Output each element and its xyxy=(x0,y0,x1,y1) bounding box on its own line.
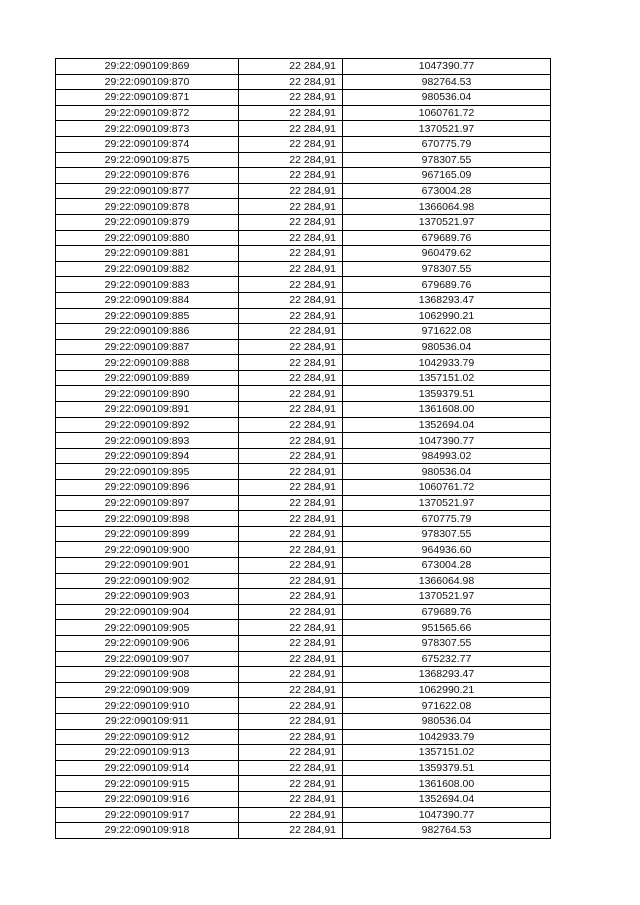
area-cell: 22 284,91 xyxy=(239,199,343,215)
cadastral-number-cell: 29:22:090109:910 xyxy=(56,698,239,714)
area-cell: 22 284,91 xyxy=(239,292,343,308)
cadastral-number-cell: 29:22:090109:874 xyxy=(56,136,239,152)
cadastral-number-cell: 29:22:090109:914 xyxy=(56,760,239,776)
cadastral-number-cell: 29:22:090109:894 xyxy=(56,448,239,464)
cadastral-number-cell: 29:22:090109:899 xyxy=(56,526,239,542)
cost-cell: 1047390.77 xyxy=(343,59,551,75)
cadastral-number-cell: 29:22:090109:903 xyxy=(56,589,239,605)
area-cell: 22 284,91 xyxy=(239,760,343,776)
area-cell: 22 284,91 xyxy=(239,355,343,371)
area-cell: 22 284,91 xyxy=(239,246,343,262)
table-row xyxy=(56,667,551,683)
area-cell: 22 284,91 xyxy=(239,214,343,230)
cadastral-number-cell: 29:22:090109:911 xyxy=(56,713,239,729)
cost-cell: 978307.55 xyxy=(343,152,551,168)
cadastral-number-cell: 29:22:090109:878 xyxy=(56,199,239,215)
cadastral-number-cell: 29:22:090109:881 xyxy=(56,246,239,262)
area-cell: 22 284,91 xyxy=(239,308,343,324)
table-row xyxy=(56,542,551,558)
cost-cell: 1359379.51 xyxy=(343,760,551,776)
cadastral-number-cell: 29:22:090109:883 xyxy=(56,277,239,293)
cadastral-number-cell: 29:22:090109:873 xyxy=(56,121,239,137)
cost-cell: 984993.02 xyxy=(343,448,551,464)
area-cell: 22 284,91 xyxy=(239,370,343,386)
cadastral-number-cell: 29:22:090109:913 xyxy=(56,745,239,761)
data-table xyxy=(55,58,551,839)
area-cell: 22 284,91 xyxy=(239,152,343,168)
cadastral-number-cell: 29:22:090109:908 xyxy=(56,667,239,683)
table-row xyxy=(56,713,551,729)
cost-cell: 1062990.21 xyxy=(343,682,551,698)
table-row xyxy=(56,464,551,480)
cadastral-number-cell: 29:22:090109:869 xyxy=(56,59,239,75)
cost-cell: 675232.77 xyxy=(343,651,551,667)
table-row xyxy=(56,168,551,184)
cost-cell: 1060761.72 xyxy=(343,105,551,121)
cost-cell: 1370521.97 xyxy=(343,214,551,230)
area-cell: 22 284,91 xyxy=(239,277,343,293)
table-row xyxy=(56,480,551,496)
area-cell: 22 284,91 xyxy=(239,230,343,246)
cadastral-number-cell: 29:22:090109:886 xyxy=(56,324,239,340)
cost-cell: 1370521.97 xyxy=(343,589,551,605)
table-row xyxy=(56,90,551,106)
cost-cell: 1352694.04 xyxy=(343,791,551,807)
area-cell: 22 284,91 xyxy=(239,261,343,277)
cadastral-number-cell: 29:22:090109:887 xyxy=(56,339,239,355)
area-cell: 22 284,91 xyxy=(239,682,343,698)
area-cell: 22 284,91 xyxy=(239,495,343,511)
area-cell: 22 284,91 xyxy=(239,511,343,527)
cost-cell: 1368293.47 xyxy=(343,667,551,683)
table-row xyxy=(56,448,551,464)
cost-cell: 951565.66 xyxy=(343,620,551,636)
table-row xyxy=(56,292,551,308)
cost-cell: 1352694.04 xyxy=(343,417,551,433)
table-row xyxy=(56,791,551,807)
cadastral-number-cell: 29:22:090109:875 xyxy=(56,152,239,168)
area-cell: 22 284,91 xyxy=(239,791,343,807)
area-cell: 22 284,91 xyxy=(239,729,343,745)
table-row xyxy=(56,199,551,215)
cost-cell: 673004.28 xyxy=(343,183,551,199)
cadastral-number-cell: 29:22:090109:906 xyxy=(56,635,239,651)
cadastral-number-cell: 29:22:090109:880 xyxy=(56,230,239,246)
table-row xyxy=(56,620,551,636)
cost-cell: 971622.08 xyxy=(343,324,551,340)
area-cell: 22 284,91 xyxy=(239,604,343,620)
cost-cell: 971622.08 xyxy=(343,698,551,714)
cost-cell: 1047390.77 xyxy=(343,807,551,823)
cost-cell: 1060761.72 xyxy=(343,480,551,496)
cadastral-number-cell: 29:22:090109:870 xyxy=(56,74,239,90)
table-row xyxy=(56,105,551,121)
table-row xyxy=(56,136,551,152)
cost-cell: 978307.55 xyxy=(343,261,551,277)
table-row xyxy=(56,402,551,418)
table-row xyxy=(56,183,551,199)
table-row xyxy=(56,511,551,527)
area-cell: 22 284,91 xyxy=(239,105,343,121)
area-cell: 22 284,91 xyxy=(239,620,343,636)
area-cell: 22 284,91 xyxy=(239,339,343,355)
table-row xyxy=(56,573,551,589)
cadastral-number-cell: 29:22:090109:871 xyxy=(56,90,239,106)
area-cell: 22 284,91 xyxy=(239,324,343,340)
cadastral-number-cell: 29:22:090109:907 xyxy=(56,651,239,667)
area-cell: 22 284,91 xyxy=(239,542,343,558)
area-cell: 22 284,91 xyxy=(239,59,343,75)
table-row xyxy=(56,324,551,340)
table-row xyxy=(56,635,551,651)
cost-cell: 980536.04 xyxy=(343,339,551,355)
cost-cell: 1361608.00 xyxy=(343,776,551,792)
cost-cell: 670775.79 xyxy=(343,136,551,152)
area-cell: 22 284,91 xyxy=(239,745,343,761)
cadastral-number-cell: 29:22:090109:891 xyxy=(56,402,239,418)
cadastral-number-cell: 29:22:090109:901 xyxy=(56,558,239,574)
table-row xyxy=(56,308,551,324)
cost-cell: 673004.28 xyxy=(343,558,551,574)
cadastral-number-cell: 29:22:090109:916 xyxy=(56,791,239,807)
cadastral-number-cell: 29:22:090109:882 xyxy=(56,261,239,277)
table-row xyxy=(56,776,551,792)
cost-cell: 982764.53 xyxy=(343,74,551,90)
cadastral-number-cell: 29:22:090109:877 xyxy=(56,183,239,199)
area-cell: 22 284,91 xyxy=(239,589,343,605)
area-cell: 22 284,91 xyxy=(239,74,343,90)
area-cell: 22 284,91 xyxy=(239,464,343,480)
table-row xyxy=(56,339,551,355)
table-body xyxy=(56,59,551,839)
cost-cell: 1368293.47 xyxy=(343,292,551,308)
area-cell: 22 284,91 xyxy=(239,526,343,542)
table-row xyxy=(56,604,551,620)
table-row xyxy=(56,74,551,90)
cadastral-number-cell: 29:22:090109:898 xyxy=(56,511,239,527)
cost-cell: 1042933.79 xyxy=(343,355,551,371)
table-row xyxy=(56,355,551,371)
area-cell: 22 284,91 xyxy=(239,433,343,449)
cost-cell: 1366064.98 xyxy=(343,573,551,589)
table-row xyxy=(56,558,551,574)
area-cell: 22 284,91 xyxy=(239,667,343,683)
cost-cell: 982764.53 xyxy=(343,823,551,839)
table-row xyxy=(56,433,551,449)
cadastral-number-cell: 29:22:090109:905 xyxy=(56,620,239,636)
area-cell: 22 284,91 xyxy=(239,183,343,199)
table-row xyxy=(56,417,551,433)
cost-cell: 978307.55 xyxy=(343,635,551,651)
table-row xyxy=(56,121,551,137)
table-row xyxy=(56,261,551,277)
area-cell: 22 284,91 xyxy=(239,417,343,433)
area-cell: 22 284,91 xyxy=(239,573,343,589)
area-cell: 22 284,91 xyxy=(239,635,343,651)
cost-cell: 1370521.97 xyxy=(343,121,551,137)
area-cell: 22 284,91 xyxy=(239,121,343,137)
cost-cell: 1062990.21 xyxy=(343,308,551,324)
cadastral-number-cell: 29:22:090109:915 xyxy=(56,776,239,792)
cost-cell: 980536.04 xyxy=(343,464,551,480)
cost-cell: 679689.76 xyxy=(343,230,551,246)
table-row xyxy=(56,214,551,230)
cadastral-number-cell: 29:22:090109:897 xyxy=(56,495,239,511)
table-row xyxy=(56,495,551,511)
cadastral-number-cell: 29:22:090109:888 xyxy=(56,355,239,371)
table-row xyxy=(56,230,551,246)
cadastral-number-cell: 29:22:090109:885 xyxy=(56,308,239,324)
area-cell: 22 284,91 xyxy=(239,807,343,823)
cost-cell: 1361608.00 xyxy=(343,402,551,418)
cost-cell: 1357151.02 xyxy=(343,370,551,386)
cadastral-number-cell: 29:22:090109:893 xyxy=(56,433,239,449)
cost-cell: 980536.04 xyxy=(343,713,551,729)
table-row xyxy=(56,246,551,262)
cost-cell: 967165.09 xyxy=(343,168,551,184)
cost-cell: 964936.60 xyxy=(343,542,551,558)
area-cell: 22 284,91 xyxy=(239,698,343,714)
cost-cell: 1047390.77 xyxy=(343,433,551,449)
cost-cell: 679689.76 xyxy=(343,277,551,293)
cadastral-number-cell: 29:22:090109:900 xyxy=(56,542,239,558)
cost-cell: 1366064.98 xyxy=(343,199,551,215)
cost-cell: 960479.62 xyxy=(343,246,551,262)
cadastral-number-cell: 29:22:090109:896 xyxy=(56,480,239,496)
cadastral-number-cell: 29:22:090109:876 xyxy=(56,168,239,184)
cadastral-number-cell: 29:22:090109:909 xyxy=(56,682,239,698)
table-row xyxy=(56,823,551,839)
cadastral-number-cell: 29:22:090109:902 xyxy=(56,573,239,589)
cadastral-number-cell: 29:22:090109:872 xyxy=(56,105,239,121)
table-row xyxy=(56,729,551,745)
table-row xyxy=(56,745,551,761)
table-row xyxy=(56,386,551,402)
table-row xyxy=(56,682,551,698)
area-cell: 22 284,91 xyxy=(239,90,343,106)
area-cell: 22 284,91 xyxy=(239,480,343,496)
table-row xyxy=(56,807,551,823)
cadastral-number-cell: 29:22:090109:892 xyxy=(56,417,239,433)
area-cell: 22 284,91 xyxy=(239,136,343,152)
cadastral-number-cell: 29:22:090109:895 xyxy=(56,464,239,480)
area-cell: 22 284,91 xyxy=(239,402,343,418)
cost-cell: 670775.79 xyxy=(343,511,551,527)
cost-cell: 679689.76 xyxy=(343,604,551,620)
area-cell: 22 284,91 xyxy=(239,448,343,464)
cost-cell: 978307.55 xyxy=(343,526,551,542)
cost-cell: 980536.04 xyxy=(343,90,551,106)
table-row xyxy=(56,526,551,542)
cadastral-number-cell: 29:22:090109:884 xyxy=(56,292,239,308)
cadastral-number-cell: 29:22:090109:879 xyxy=(56,214,239,230)
table-row xyxy=(56,152,551,168)
table-row xyxy=(56,760,551,776)
table-row xyxy=(56,698,551,714)
area-cell: 22 284,91 xyxy=(239,168,343,184)
area-cell: 22 284,91 xyxy=(239,386,343,402)
table-row xyxy=(56,370,551,386)
area-cell: 22 284,91 xyxy=(239,776,343,792)
table-row xyxy=(56,59,551,75)
cadastral-number-cell: 29:22:090109:904 xyxy=(56,604,239,620)
table-row xyxy=(56,589,551,605)
cost-cell: 1042933.79 xyxy=(343,729,551,745)
table-row xyxy=(56,277,551,293)
cadastral-number-cell: 29:22:090109:912 xyxy=(56,729,239,745)
cadastral-number-cell: 29:22:090109:890 xyxy=(56,386,239,402)
cost-cell: 1370521.97 xyxy=(343,495,551,511)
cadastral-number-cell: 29:22:090109:917 xyxy=(56,807,239,823)
area-cell: 22 284,91 xyxy=(239,713,343,729)
table-row xyxy=(56,651,551,667)
area-cell: 22 284,91 xyxy=(239,558,343,574)
cost-cell: 1359379.51 xyxy=(343,386,551,402)
cost-cell: 1357151.02 xyxy=(343,745,551,761)
cadastral-number-cell: 29:22:090109:889 xyxy=(56,370,239,386)
area-cell: 22 284,91 xyxy=(239,651,343,667)
area-cell: 22 284,91 xyxy=(239,823,343,839)
cadastral-number-cell: 29:22:090109:918 xyxy=(56,823,239,839)
